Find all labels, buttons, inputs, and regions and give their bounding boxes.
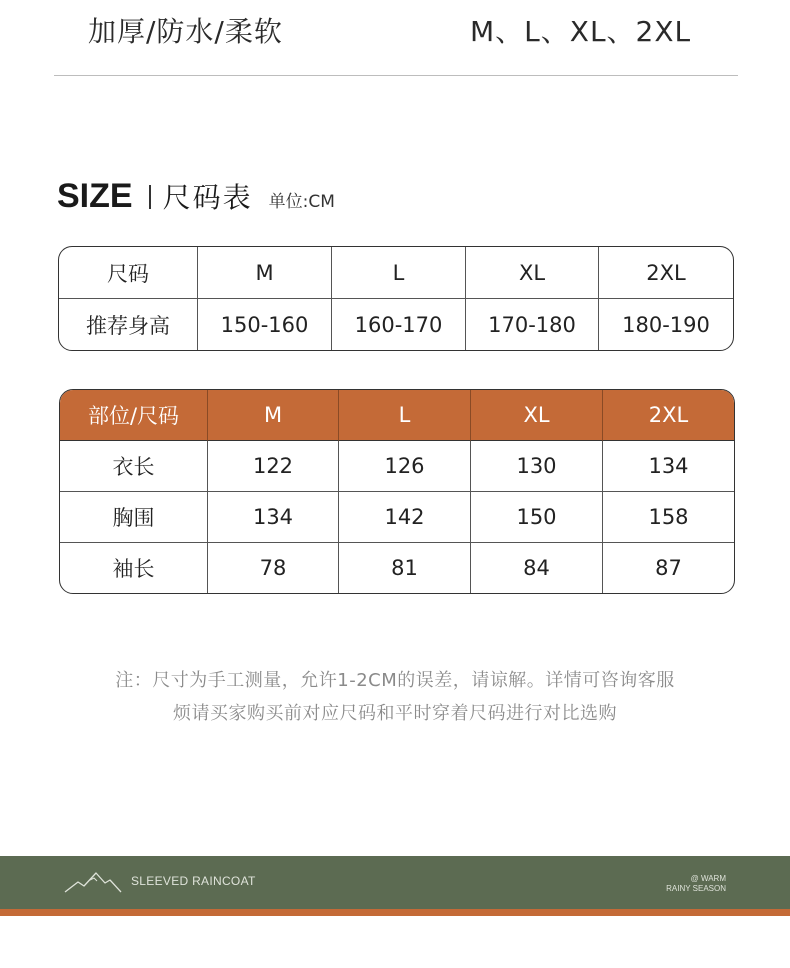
tagline-line-1: @ WARM [690,874,726,883]
table-row [60,441,734,492]
footer-title: SLEEVED RAINCOAT [131,874,256,888]
table-header-row [60,390,734,441]
size-chart-heading [57,176,335,220]
table-cell: 84 [471,543,603,593]
table-cell: 142 [339,492,471,543]
mountain-icon [64,870,122,894]
feature-row [0,6,790,50]
table-cell: 推荐身高 [59,299,198,350]
header-cell: L [339,390,471,441]
divider [54,75,738,76]
heading-separator [149,185,151,209]
table-cell: 衣长 [60,441,208,492]
height-table [58,246,734,351]
sizes-text: M、L、XL、2XL [470,15,692,48]
header-cell: XL [471,390,603,441]
table-cell: 87 [655,556,682,580]
header-cell: 部位/尺码 [60,390,208,441]
table-cell: 150 [471,492,603,543]
footer-tagline [666,874,726,894]
table-cell: M [198,247,332,299]
heading-cn: 尺码表 [162,181,253,214]
table-cell: 126 [339,441,471,492]
note-line-1: 注：尺寸为手工测量，允许1-2CM的误差，请谅解。详情可咨询客服 [115,670,675,691]
feature-text: 加厚/防水/柔软 [88,15,283,48]
table-cell: 158 [603,492,734,543]
note-line-2: 烦请买家购买前对应尺码和平时穿着尺码进行对比选购 [173,703,617,724]
table-cell: 134 [208,492,339,543]
unit-label: 单位:CM [268,192,335,212]
table-row [60,492,734,543]
table-row [60,543,734,593]
table-cell: XL [466,247,599,299]
tagline-line-2: RAINY SEASON [666,884,726,893]
footer-stripe [0,909,790,916]
table-cell: 180-190 [622,312,710,337]
table-cell: 78 [208,543,339,593]
table-cell: 2XL [599,247,733,299]
table-cell: 袖长 [60,543,208,593]
table-cell: 122 [208,441,339,492]
table-row [59,299,733,350]
table-cell: 尺码 [59,247,198,299]
table-cell: 160-170 [332,299,466,350]
table-cell: L [332,247,466,299]
table-cell: 170-180 [466,299,599,350]
table-cell: 胸围 [60,492,208,543]
table-cell: 81 [339,543,471,593]
footer-banner [0,856,790,909]
header-cell: 2XL [603,390,734,441]
table-row [59,247,733,299]
heading-en: SIZE [57,177,133,215]
table-cell: 150-160 [198,299,332,350]
header-cell: M [208,390,339,441]
measurement-table [59,389,735,594]
table-cell: 134 [603,441,734,492]
table-cell: 130 [471,441,603,492]
